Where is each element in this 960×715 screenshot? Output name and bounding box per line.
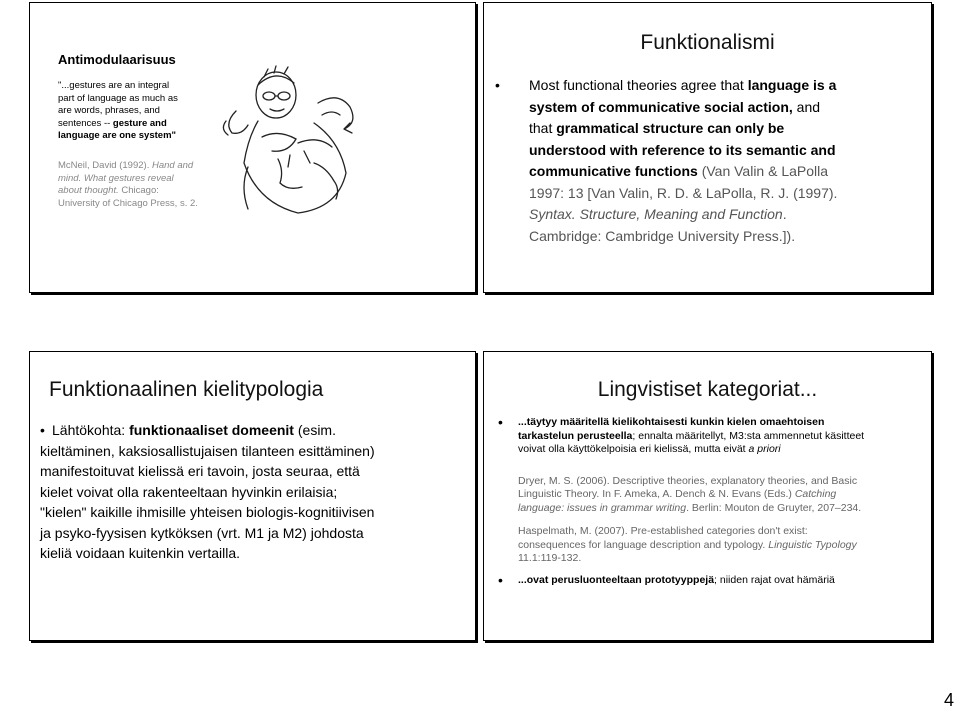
- slide-body: [40, 420, 385, 564]
- bullet-dot: •: [495, 77, 500, 93]
- reference-item: [494, 475, 874, 516]
- bullet-item: [495, 75, 847, 247]
- bullet-item: [494, 416, 874, 457]
- bullet-item: [494, 571, 874, 588]
- slide-title: Funktionalismi: [640, 31, 775, 54]
- citation-italic: Syntax. Structure, Meaning and Function: [529, 206, 783, 222]
- text-bold: ...ovat perusluonteeltaan prototyyppejä: [518, 573, 715, 586]
- ref-italic: Hand and mind. What gestures reveal about thought.: [58, 160, 194, 196]
- citation-text: . Cambridge: Cambridge University Press.]).: [529, 206, 796, 244]
- bullet-dot: •: [498, 414, 503, 430]
- text-plain: Lähtökohta:: [52, 422, 130, 438]
- slide-body: [495, 75, 847, 247]
- text-plain: and that: [529, 98, 821, 136]
- quote-plain: "...gestures are an integral part of language as much as are words, phrases, and sentences --: [58, 80, 178, 129]
- ref-plain: McNeil, David (1992).: [58, 160, 152, 171]
- bullet-dot: •: [498, 571, 503, 588]
- text-plain: Most functional theories agree that: [529, 77, 748, 93]
- slide-title: Lingvistiset kategoriat...: [597, 378, 818, 401]
- ref-text: . Berlin: Mouton de Gruyter, 207–234.: [686, 501, 862, 514]
- ref-text: Dryer, M. S. (2006). Descriptive theories, explanatory theories, and Basic Linguistic Theory. In F. Ameka, A. Dench & N. Evans (Eds.): [518, 474, 858, 500]
- text-bold: language is a system of communicative social action,: [529, 77, 837, 115]
- text-bold: grammatical structure can only be understood with reference to its semantic and communicative functions: [529, 120, 836, 179]
- slide-funktionaalinen-kielitypologia: [29, 351, 476, 641]
- slide-antimodulaarisuus: [29, 2, 476, 293]
- slide-body: [494, 416, 874, 587]
- citation-text: (Van Valin & LaPolla 1997: 13 [Van Valin, R. D. & LaPolla, R. J. (1997).: [529, 163, 838, 201]
- ref-text: Haspelmath, M. (2007). Pre-established categories don't exist: consequences for language description and typology.: [518, 525, 808, 551]
- text-italic: a priori: [748, 443, 781, 455]
- text-plain: ; niiden rajat ovat hämäriä: [714, 573, 835, 586]
- ref-italic: Catching language: issues in grammar writing: [518, 488, 837, 514]
- slide-title: Funktionaalinen kielitypologia: [49, 378, 324, 401]
- text-plain: ; ennalta määritellyt, M3:sta ammennetut käsitteet voivat olla käyttökelpoisia eri kielissä, mutta eivät: [518, 429, 865, 455]
- slide-funktionalismi: [483, 2, 932, 293]
- ref-tail: Chicago: University of Chicago Press, s. 2.: [58, 185, 198, 209]
- ref-text: 11.1:119-132.: [518, 552, 582, 564]
- reference-item: [494, 525, 874, 566]
- ref-italic: Linguistic Typology: [768, 538, 857, 551]
- quote-text: [58, 80, 188, 143]
- text-bold: ...täytyy määritellä kielikohtaisesti kunkin kielen omaehtoisen tarkastelun perusteella: [518, 416, 825, 442]
- gesture-illustration: [218, 63, 364, 223]
- text-bold: funktionaaliset domeenit: [129, 422, 294, 438]
- bullet-dot: •: [40, 422, 45, 438]
- text-plain: (esim. kieltäminen, kaksiosallistujaisen tilanteen esittäminen) manifestoituvat kielissä eri tavoin, josta seuraa, että kielet voivat olla rakenteeltaan hyvinkin erilaisia; "kielen" kaikille ihmisille yhteisen biologis-kognitiivisen ja psyko-fyysisen kytköksen (vrt. M1 ja M2) johdosta kieliä voidaan kuitenkin vertailla.: [40, 422, 375, 561]
- bullet-item: [40, 420, 385, 564]
- slide-lingvistiset-kategoriat: [483, 351, 932, 641]
- slide-title: Antimodulaarisuus: [58, 52, 176, 67]
- reference-text: [58, 160, 198, 210]
- page-number: 4: [943, 690, 954, 710]
- quote-bold: gesture and language are one system": [58, 117, 177, 141]
